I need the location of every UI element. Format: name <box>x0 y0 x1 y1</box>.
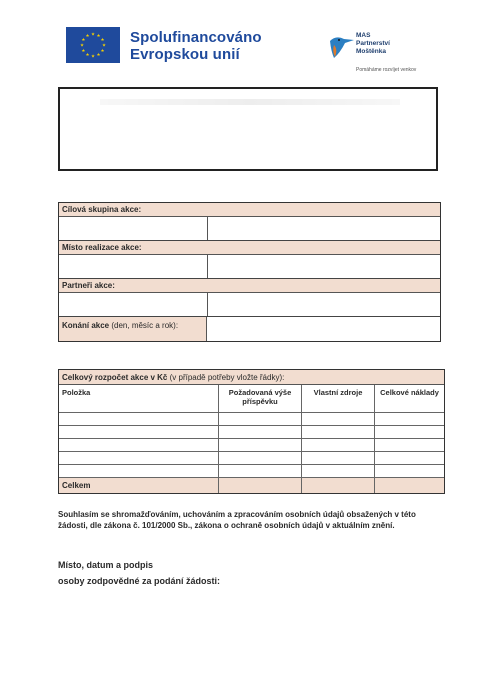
target-group-fields <box>59 217 440 240</box>
cell-own[interactable] <box>302 465 375 477</box>
target-group-label: Cílová skupina akce: <box>59 203 440 217</box>
eu-star-icon: ★ <box>96 52 101 58</box>
eu-star-icon: ★ <box>96 33 101 39</box>
cell-requested[interactable] <box>219 426 302 438</box>
table-row <box>59 426 444 439</box>
table-row <box>59 452 444 465</box>
budget-title-rest: (v případě potřeby vložte řádky): <box>167 373 285 382</box>
cell-total[interactable] <box>375 439 444 451</box>
location-field-1[interactable] <box>59 255 208 278</box>
mas-line-3: Moštěnka <box>356 48 386 55</box>
eu-star-icon: ★ <box>81 48 86 54</box>
col-item-header: Položka <box>59 385 219 412</box>
col-own-header: Vlastní zdroje <box>302 385 375 412</box>
eu-star-icon: ★ <box>85 52 90 58</box>
event-date-field[interactable] <box>207 317 440 341</box>
table-row <box>59 439 444 452</box>
eu-star-icon: ★ <box>81 37 86 43</box>
budget-title <box>59 370 444 385</box>
eu-star-icon: ★ <box>90 31 96 37</box>
kingfisher-logo-icon <box>326 31 356 63</box>
table-row <box>59 413 444 426</box>
cell-total[interactable] <box>375 426 444 438</box>
budget-table <box>58 369 445 494</box>
col-total-header: Celkové náklady <box>380 388 439 397</box>
location-label: Místo realizace akce: <box>59 241 440 255</box>
cell-requested[interactable] <box>219 413 302 425</box>
eu-star-icon: ★ <box>85 33 90 39</box>
cell-own[interactable] <box>302 452 375 464</box>
event-date-label-bold: Konání akce <box>62 321 110 330</box>
cell-total[interactable] <box>375 452 444 464</box>
budget-column-headers <box>59 385 444 413</box>
eu-star-icon: ★ <box>101 42 107 48</box>
event-info-table <box>58 202 441 342</box>
location-fields <box>59 255 440 278</box>
cell-requested[interactable] <box>219 439 302 451</box>
eu-star-icon: ★ <box>90 53 96 59</box>
eu-cofinancing-text <box>130 29 262 63</box>
gdpr-consent-text: Souhlasím se shromažďováním, uchováním a zpracováním osobních údajů obsažených v této žádosti, dle zákona č. 101/2000 Sb., zákona o ochraně osobních údajů v aktuálním znění. <box>58 510 416 530</box>
mas-name <box>356 32 390 56</box>
eu-star-icon: ★ <box>100 37 105 43</box>
eu-star-icon: ★ <box>79 42 85 48</box>
signature-label-line-2: osoby zodpovědné za podání žádosti: <box>58 576 221 586</box>
event-date-section <box>59 317 440 341</box>
col-requested-header: Požadovaná výše příspěvku <box>219 385 302 412</box>
partners-fields <box>59 293 440 316</box>
target-group-field-2[interactable] <box>208 217 440 240</box>
total-costs[interactable] <box>375 478 444 493</box>
cell-own[interactable] <box>302 426 375 438</box>
mas-line-1: MAS <box>356 32 371 39</box>
cell-item[interactable] <box>59 452 219 464</box>
total-requested[interactable] <box>219 478 302 493</box>
cell-item[interactable] <box>59 426 219 438</box>
partners-field-1[interactable] <box>59 293 208 316</box>
cell-own[interactable] <box>302 439 375 451</box>
target-group-field-1[interactable] <box>59 217 208 240</box>
cell-requested[interactable] <box>219 452 302 464</box>
cell-requested[interactable] <box>219 465 302 477</box>
eu-flag-logo <box>66 27 120 63</box>
budget-total-row <box>59 478 444 493</box>
table-row <box>59 465 444 478</box>
partners-label: Partneři akce: <box>59 279 440 293</box>
event-date-label-rest: (den, měsíc a rok): <box>109 321 179 330</box>
eu-line-1: Spolufinancováno <box>130 29 262 46</box>
eu-line-2: Evropskou unií <box>130 46 240 63</box>
cell-own[interactable] <box>302 413 375 425</box>
event-date-label <box>59 317 207 341</box>
mas-tagline: Pomáháme rozvíjet venkov <box>356 67 417 73</box>
cell-total[interactable] <box>375 413 444 425</box>
total-label: Celkem <box>59 478 219 493</box>
title-box[interactable] <box>58 87 438 171</box>
location-section <box>59 241 440 279</box>
partners-section <box>59 279 440 317</box>
faint-bleed-through <box>100 99 400 105</box>
total-own[interactable] <box>302 478 375 493</box>
signature-label-line-1: Místo, datum a podpis <box>58 560 154 570</box>
cell-item[interactable] <box>59 465 219 477</box>
mas-line-2: Partnerství <box>356 40 390 47</box>
eu-star-icon: ★ <box>100 48 105 54</box>
cell-item[interactable] <box>59 413 219 425</box>
budget-title-bold: Celkový rozpočet akce v Kč <box>62 373 168 382</box>
cell-total[interactable] <box>375 465 444 477</box>
target-group-section <box>59 203 440 241</box>
cell-item[interactable] <box>59 439 219 451</box>
location-field-2[interactable] <box>208 255 440 278</box>
partners-field-2[interactable] <box>208 293 440 316</box>
